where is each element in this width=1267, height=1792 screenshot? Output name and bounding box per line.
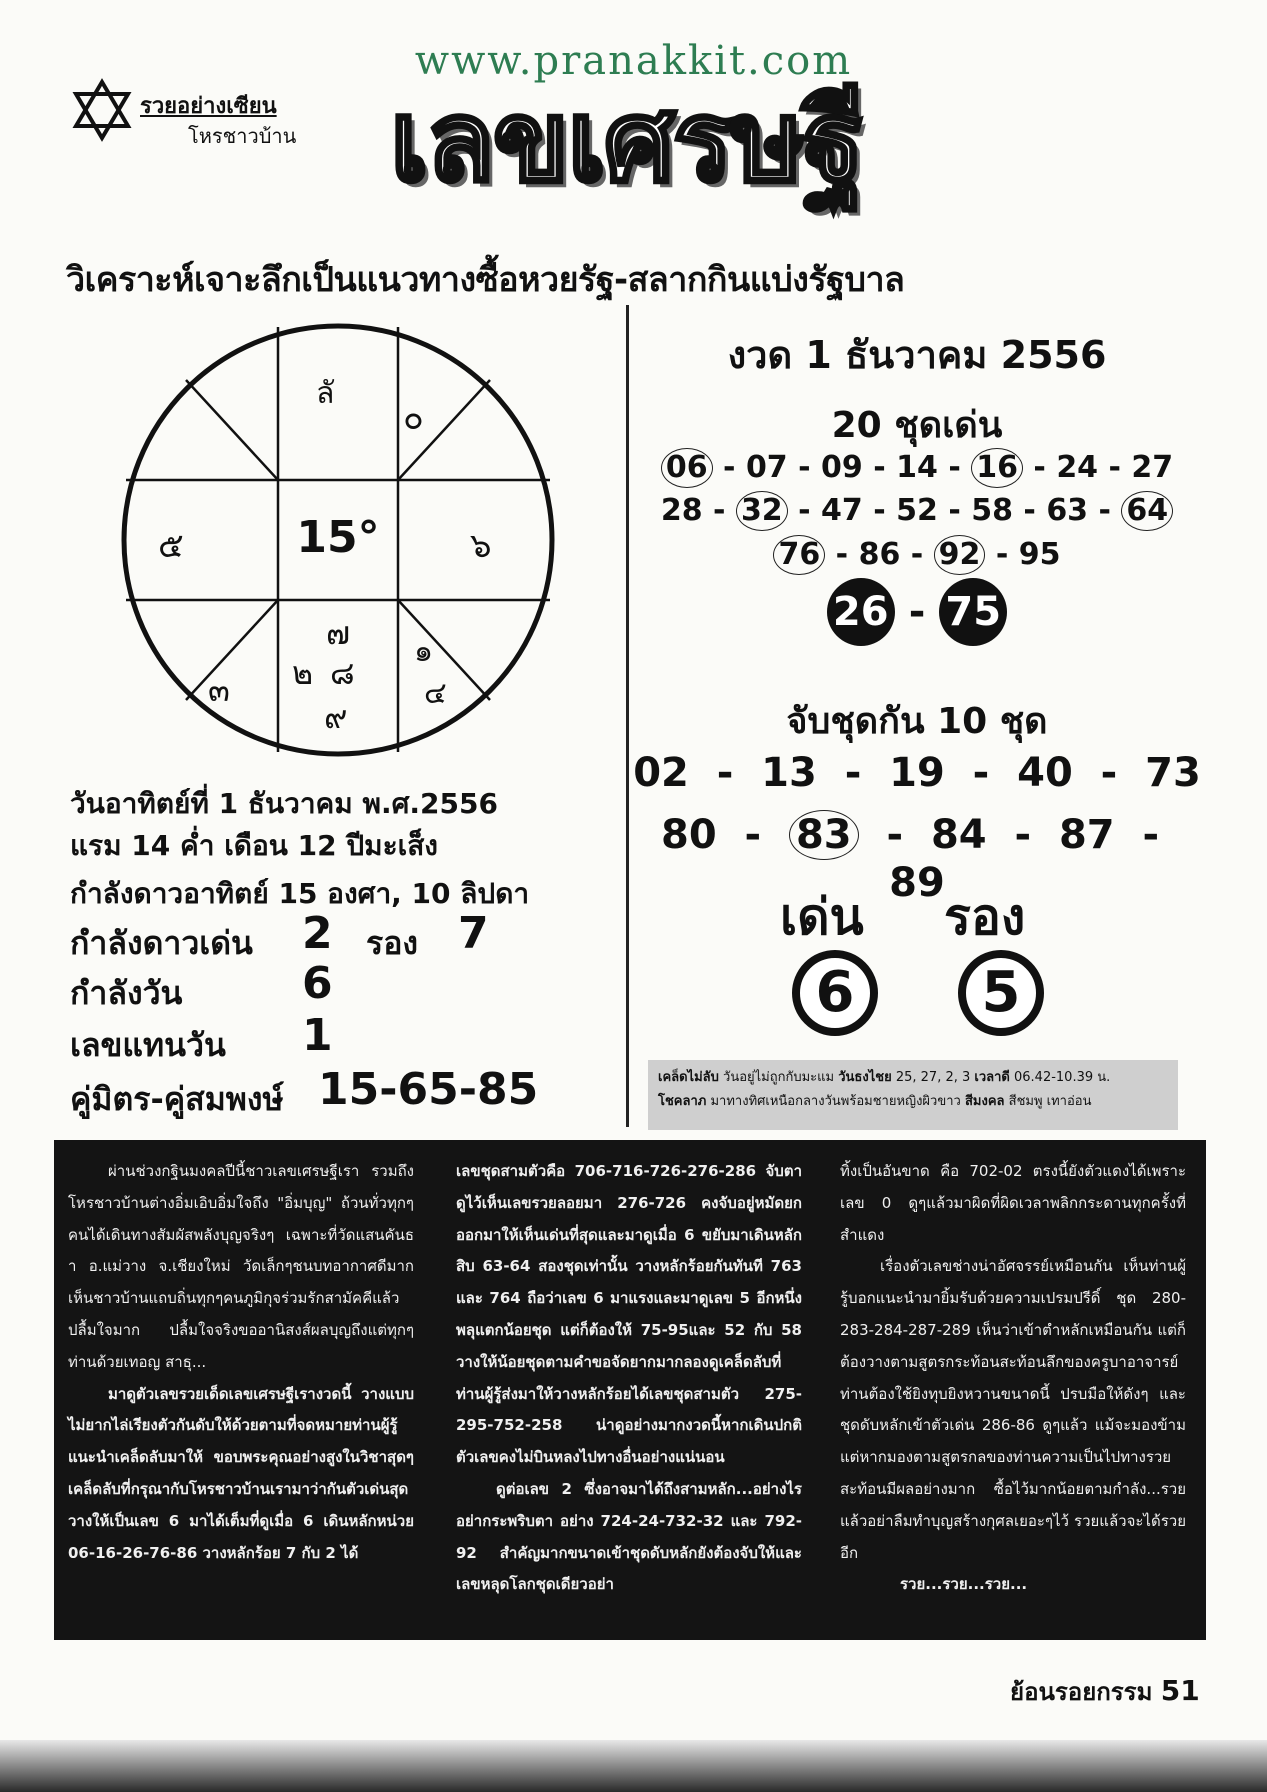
pairs-heading: จับชุดกัน 10 ชุด [786,701,1048,742]
number-circled: 16 [971,448,1023,488]
brand-name: รวยอย่างเซียน [140,94,277,119]
number: 87 [1058,812,1115,858]
number: 19 [889,750,945,796]
highlight-ball: 75 [939,578,1007,646]
main-label: เด่น [780,888,864,946]
page-footer [1010,1672,1200,1711]
second-number [958,950,1044,1036]
tip-text: วันอยู่ไม่ถูกกับมะแม [723,1070,835,1085]
number: 89 [889,860,945,906]
number: 28 [660,493,703,528]
tip-label: โชคลาภ [658,1094,707,1109]
pair-value: 15-65-85 [318,1064,539,1115]
number-circled: 64 [1121,491,1173,531]
article-column-2 [456,1156,802,1601]
wheel-right: ๖ [470,526,492,566]
wheel-bottom-right-bottom: ๔ [424,676,447,711]
number-circled: 92 [934,535,986,575]
paragraph: ผ่านช่วงกฐินมงคลปีนี้ชาวเลขเศรษฐีเรา รวมถึงโหรชาวบ้านต่างอิ่มเอิบอิ่มใจถึง "อิ่มบุญ" ถ้วนทั่วทุกๆคนได้เดินทางสัมผัสพลังบุญจริงๆ เฉพาะที่วัดแสนคันธา อ.แม่วาง จ.เชียงใหม่ วัดเล็กๆชนบทอากาศดีมากเห็นชาวบ้านแถบถิ่นทุกๆคนภูมิกุจร่วมรักสามัคคีแล้วปลื้มใจมาก ปลื้มใจจริงขออานิสงส์ผลบุญถึงแต่ทุกๆท่านด้วยเทอญ สาธุ... [68,1162,414,1371]
number: 63 [1046,493,1089,528]
sets-heading: 20 ชุดเด่น [831,405,1003,446]
sets-row-2: 28 - 32 - 47 - 52 - 58 - 63 - 64 [632,491,1202,531]
number-circled: 76 [773,535,825,575]
page-subtitle: วิเคราะห์เจาะลึกเป็นแนวทางซื้อหวยรัฐ-สลากกินแบ่งรัฐบาล [66,260,905,300]
number: 13 [761,750,817,796]
paragraph: ดูต่อเลข 2 ซึ่งอาจมาได้ถึงสามหลัก...อย่างไรอย่ากระพริบตา อย่าง 724-24-732-32 และ 792-92 สำคัญมากขนาดเข้าชุดดับหลักยังต้องจับให้และเลขหลุดโลกชุดเดียวอย่า [456,1479,802,1594]
substitute-value: 1 [302,1010,333,1061]
sets-row-1: 06 - 07 - 09 - 14 - 16 - 24 - 27 [632,448,1202,488]
page-title: เลขเศรษฐี [390,77,863,207]
wheel-center: 15° [296,512,380,563]
column-divider [626,305,629,1127]
wheel-left: ๕ [158,526,184,566]
main-number [792,950,878,1036]
day-strength-value: 6 [302,958,333,1009]
wheel-bottom-mid-bottom: ๙ [324,698,348,736]
number-circled: 06 [661,448,713,488]
tip-text: 06.42-10.39 น. [1014,1070,1111,1085]
article-column-3 [840,1156,1186,1601]
number: 73 [1145,750,1201,796]
number: 52 [896,493,938,528]
substitute-label: เลขแทนวัน [70,1026,226,1064]
tips-box [648,1060,1178,1130]
paragraph: เรื่องตัวเลขช่างน่าอัศจรรย์เหมือนกัน เห็นท่านผู้รู้บอกแนะนำมายิ้มรับด้วยความเปรมปรีดิ์ ชุด 280-283-284-287-289 เห็นว่าเข้าตำหลักเหมือนกัน แต่ก็ต้องวางตามสูตรกระท้อนสะท้อนลึกของครูบาอาจารย์ท่านต้องใช้ยิงทุบยิงหวานขนาดนี้ ปรบมือให้ดังๆ และชุดดับหลักเข้าตัวเด่น 286-86 ดูๆแล้ว แม้จะมองข้ามแต่หากมองตามสูตรกลของท่านความเป็นไปทางรวยสะท้อนมีผลอย่างมาก ซื้อไว้มากน้อยตามกำลัง...รวยแล้วอย่าลืมทำบุญสร้างกุศลเยอะๆไว้ รวยแล้วจะได้รวยอีก [840,1257,1186,1562]
info-lunar: แรม 14 ค่ำ เดือน 12 ปีมะเส็ง [70,829,438,862]
number: 95 [1018,537,1061,572]
paragraph: มาดูตัวเลขรวยเด็ดเลขเศรษฐีเรางวดนี้ วางแบบไม่ยากไล่เรียงตัวกันดับให้ด้วยตามที่จดหมายท่านผู้รู้แนะนำเคล็ดลับมาให้ ขอบพระคุณอย่างสูงในวิชาสุดๆเคล็ดลับที่กรุณากับโหรชาวบ้านเรามาว่ากันตัวเด่นสุดวางให้เป็นเลข 6 มาได้เต็มที่ดูเมื่อ 6 เดินหลักหน่วย 06-16-26-76-86 วางหลักร้อย 7 กับ 2 ได้ [68,1384,414,1562]
info-date: วันอาทิตย์ที่ 1 ธันวาคม พ.ศ.2556 [70,787,498,820]
star-strength-main: 2 [302,908,333,959]
highlight-pair [632,578,1202,646]
second-label: รอง [944,888,1026,946]
wheel-bottom-left: ๓ [208,671,230,709]
info-sun-strength: กำลังดาวอาทิตย์ 15 องศา, 10 ลิปดา [70,877,530,910]
astrology-wheel [118,320,558,760]
wheel-bottom-mid-left: ๒ [292,654,314,692]
watermark: www.pranakkit.com [414,38,853,84]
pairs-row-1: 02 - 13 - 19 - 40 - 73 [633,750,1201,796]
day-strength-label: กำลังวัน [70,974,183,1012]
number: 84 [930,812,987,858]
star-strength-second: 7 [458,908,489,959]
article-column-1 [68,1156,414,1569]
number: 09 [821,450,863,485]
magazine-name: ย้อนรอยกรรม [1010,1678,1153,1706]
number-circled: 83 [789,810,859,860]
second-ball: 5 [958,950,1044,1036]
tip-label: เวลาดี [974,1070,1010,1085]
number: 02 [633,750,689,796]
number: 40 [1017,750,1073,796]
dash: - [908,589,926,635]
pair-label: คู่มิตร-คู่สมพงษ์ [70,1080,284,1118]
number: 24 [1056,450,1099,485]
star-of-david-icon [70,78,134,142]
page-number: 51 [1160,1674,1200,1707]
tip-text: มาทางทิศเหนือกลางวันพร้อมชายหญิงผิวขาว [710,1094,961,1109]
tip-label: สีมงคล [964,1094,1005,1109]
number: 80 [660,812,717,858]
number-circled: 32 [736,491,788,531]
number: 14 [896,450,938,485]
scan-edge [0,1740,1267,1792]
article-panel [54,1140,1206,1640]
highlight-ball: 26 [827,578,895,646]
tip-label: วันธงไชย [838,1070,892,1085]
tip-text: สีชมพู เทาอ่อน [1008,1094,1092,1109]
wheel-bottom-mid-center: ๘ [330,654,355,692]
number: 27 [1131,450,1174,485]
draw-heading: งวด 1 ธันวาคม 2556 [727,333,1107,377]
main-ball: 6 [792,950,878,1036]
tip-text: 25, 27, 2, 3 [895,1070,971,1085]
wheel-bottom-right-top: ๑ [414,634,434,669]
paragraph: เลขชุดสามตัวคือ 706-716-726-276-286 จับตาดูไว้เห็นเลขรวยลอยมา 276-726 คงจับอยู่หมัดยกออกมาให้เห็นเด่นที่สุดและมาดูเมื่อ 6 ขยับมาเดินหลักสิบ 63-64 สองชุดเท่านั้น วางหลักร้อยกันทันที 763 และ 764 ถือว่าเลข 6 มาแรงและมาดูเลข 5 อีกหนึ่งพลุแตกน้อยชุด แต่ก็ต้องให้ 75-95และ 52 กับ 58 วางให้น้อยชุดตามคำขอจัดยากมากลองดูเคล็ดลับที่ท่านผู้รู้ส่งมาให้วางหลักร้อยได้เลขชุดสามตัว 275-295-752-258 น่าดูอย่างมากงวดนี้หากเดินปกติตัวเลขคงไม่บินหลงไปทางอื่นอย่างแน่นอน [456,1162,802,1467]
brand-tagline: โหรชาวบ้าน [188,124,297,148]
number: 47 [821,493,863,528]
paragraph: รวย...รวย...รวย... [900,1575,1028,1594]
number: 86 [858,537,901,572]
wheel-top-right: ๐ [403,398,424,438]
wheel-top: ลั [316,376,335,411]
paragraph: ทิ้งเป็นอันขาด คือ 702-02 ตรงนี้ยังตัวแดงได้เพราะเลข 0 ดูๆแล้วมาผิดที่ผิดเวลาพลิกกระดานทุกครั้งที่สำแดง [840,1162,1186,1244]
number: 58 [971,493,1013,528]
pairs-row-2: 80 - 83 - 84 - 87 - 89 [660,812,1173,906]
sets-row-3: 76 - 86 - 92 - 95 [632,535,1202,575]
tip-label: เคล็ดไม่ลับ [658,1070,719,1085]
star-strength-label: กำลังดาวเด่น [70,924,253,962]
number: 07 [745,450,788,485]
star-strength-second-label: รอง [366,924,419,962]
wheel-bottom-mid-top: ๗ [326,614,351,652]
